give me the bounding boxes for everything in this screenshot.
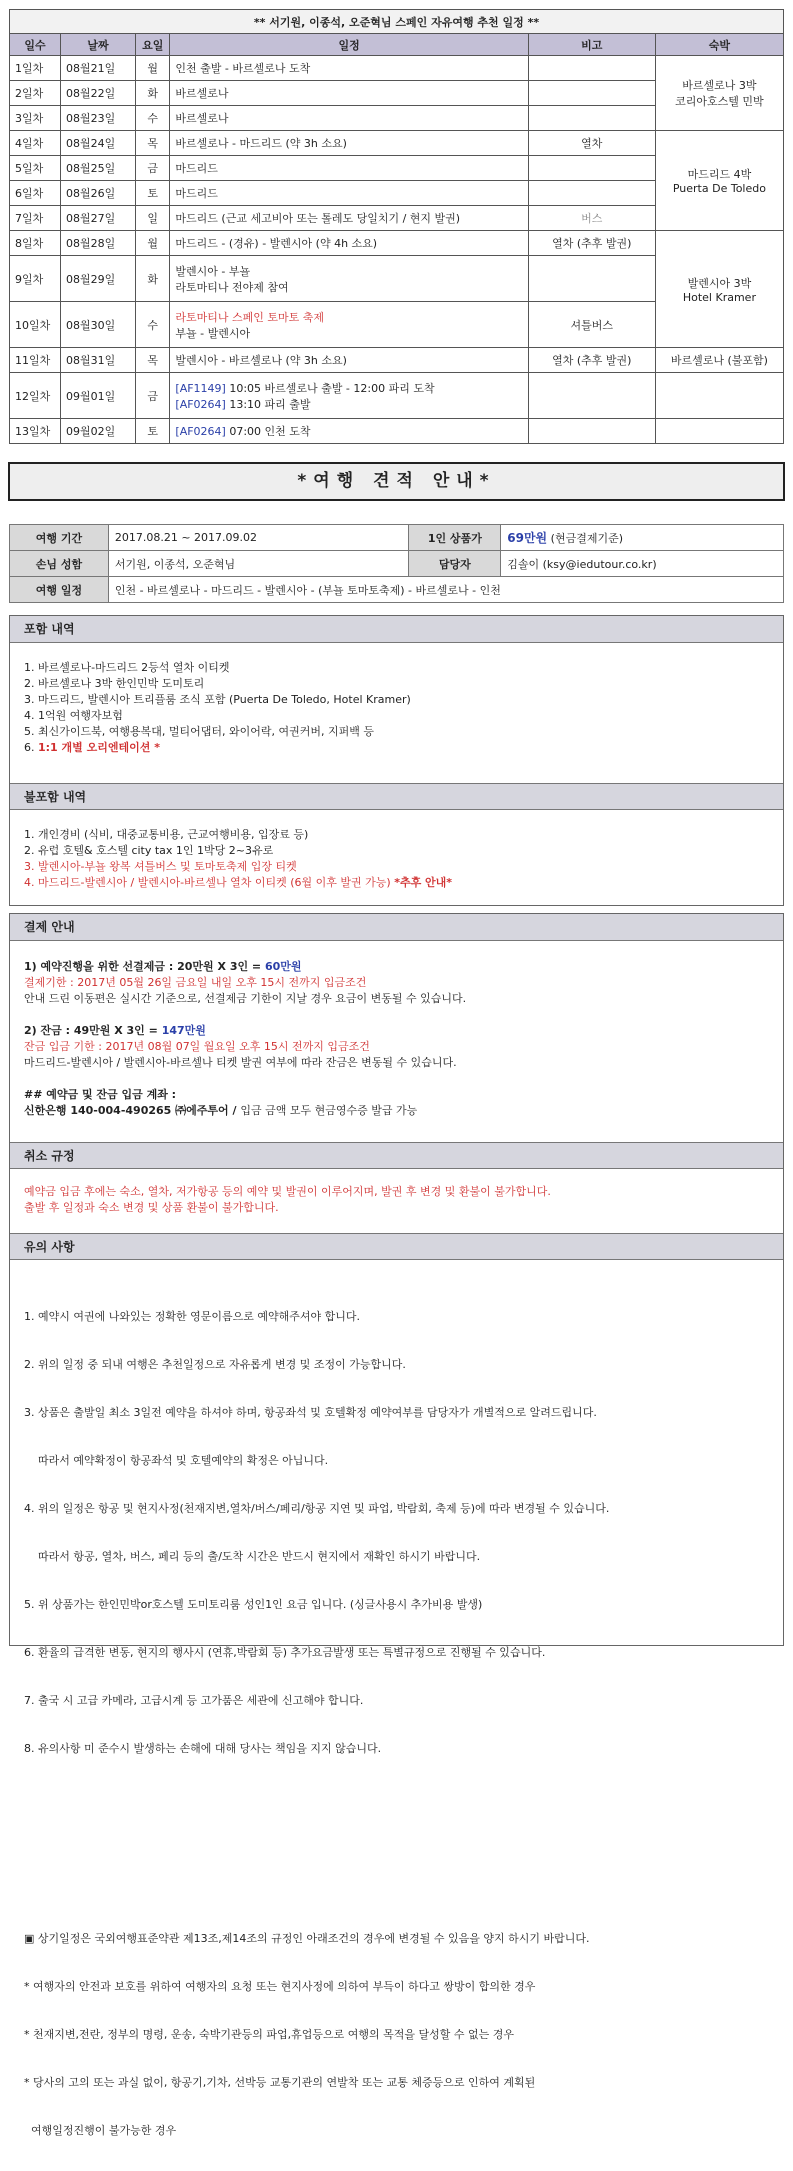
cancel-heading: 취소 규정 <box>10 1142 783 1169</box>
list-item: 3. 발렌시아-부뇰 왕복 셔틀버스 및 토마토축제 입장 티켓 <box>24 860 297 873</box>
list-item: 2. 유럽 호텔& 호스텔 city tax 1인 1박당 2~3유로 <box>24 844 274 857</box>
weekday-cell: 월 <box>136 231 170 256</box>
plan-cell <box>170 419 528 444</box>
payment-heading: 결제 안내 <box>10 914 783 941</box>
list-item <box>24 875 783 891</box>
weekday-cell: 일 <box>136 206 170 231</box>
payment-section <box>9 913 784 2137</box>
date-cell: 08월29일 <box>61 256 136 302</box>
price-amount: 69만원 <box>507 531 548 545</box>
note-cell <box>528 419 655 444</box>
weekday-cell: 금 <box>136 373 170 419</box>
note-cell: 셔틀버스 <box>528 302 655 348</box>
day-cell: 7일차 <box>10 206 61 231</box>
notice-item: 3. 상품은 출발일 최소 3일전 예약을 하셔야 하며, 항공좌석 및 호텔확정 예약여부를 담당자가 개별적으로 알려드립니다. <box>24 1406 597 1419</box>
stay-line: 마드리드 4박 <box>687 168 752 181</box>
route-label: 여행 일정 <box>10 577 109 603</box>
stay-line: 발렌시아 3박 <box>687 276 752 290</box>
weekday-cell: 월 <box>136 56 170 81</box>
deposit-amount: 60만원 <box>264 960 302 973</box>
weekday-cell: 금 <box>136 156 170 181</box>
note-cell <box>528 106 655 131</box>
deadline-label: 결제기한 : <box>24 976 78 989</box>
day-cell: 2일차 <box>10 81 61 106</box>
quote-banner: *여행 견적 안내* <box>8 462 785 501</box>
account-note: 입금 금액 모두 현금영수증 발급 가능 <box>240 1104 418 1117</box>
note-cell <box>528 56 655 81</box>
schedule-table <box>9 9 784 444</box>
list-item-followup: *추후 안내* <box>394 876 453 889</box>
period-value: 2017.08.21 ~ 2017.09.02 <box>108 525 409 551</box>
header-stay: 숙박 <box>655 34 783 56</box>
notice-footer-line: * 당사의 고의 또는 과실 없이, 항공기,기차, 선박등 교통기관의 연발착 또는 교통 체증등으로 인하여 계획된 <box>24 2076 536 2089</box>
note-cell: 열차 <box>528 131 655 156</box>
guests-label: 손님 성함 <box>10 551 109 577</box>
note-cell <box>528 181 655 206</box>
manager-label: 담당자 <box>409 551 501 577</box>
deposit-deadline <box>24 975 783 991</box>
plan-cell: 인천 출발 - 바르셀로나 도착 <box>170 56 528 81</box>
date-cell: 08월31일 <box>61 348 136 373</box>
day-cell: 13일차 <box>10 419 61 444</box>
table-row <box>10 56 784 81</box>
date-cell: 08월22일 <box>61 81 136 106</box>
note-cell <box>528 373 655 419</box>
balance-amount: 147만원 <box>161 1024 206 1037</box>
stay-cell-barcelona-excluded: 바르셀로나 (불포함) <box>655 348 783 373</box>
deadline-value: 2017년 08월 07일 월요일 오후 15시 전까지 입금조건 <box>105 1040 370 1053</box>
notice-item: 8. 유의사항 미 준수시 발생하는 손해에 대해 당사는 책임을 지지 않습니다. <box>24 1742 382 1755</box>
flight-code: [AF0264] <box>175 397 226 411</box>
plan-cell: 바르셀로나 <box>170 81 528 106</box>
stay-line: Hotel Kramer <box>682 290 756 304</box>
stay-cell-valencia <box>655 231 783 348</box>
list-item: 3. 마드리드, 발렌시아 트리플룸 조식 포함 (Puerta De Toledo, Hotel Kramer) <box>24 693 411 706</box>
flight-code: [AF1149] <box>175 381 226 395</box>
plan-cell: 마드리드 <box>170 181 528 206</box>
plan-cell: 마드리드 <box>170 156 528 181</box>
date-cell: 08월26일 <box>61 181 136 206</box>
plan-cell: 바르셀로나 - 마드리드 (약 3h 소요) <box>170 131 528 156</box>
header-date: 날짜 <box>61 34 136 56</box>
plan-cell: 마드리드 - (경유) - 발렌시아 (약 4h 소요) <box>170 231 528 256</box>
notice-item: 따라서 예약확정이 항공좌석 및 호텔예약의 확정은 아닙니다. <box>24 1454 329 1467</box>
weekday-cell: 토 <box>136 419 170 444</box>
deadline-value: 2017년 05월 26일 금요일 내일 오후 15시 전까지 입금조건 <box>77 976 367 989</box>
date-cell: 09월01일 <box>61 373 136 419</box>
stay-line: 바르셀로나 3박 <box>682 79 757 92</box>
flight-text: 10:05 바르셀로나 출발 - 12:00 파리 도착 <box>225 381 435 395</box>
deadline-label: 잔금 입금 기한 : <box>24 1040 106 1053</box>
plan-cell <box>170 373 528 419</box>
table-row <box>10 131 784 156</box>
table-row <box>10 419 784 444</box>
date-cell: 08월23일 <box>61 106 136 131</box>
price-cell <box>501 525 784 551</box>
note-cell <box>528 156 655 181</box>
day-cell: 3일차 <box>10 106 61 131</box>
weekday-cell: 수 <box>136 106 170 131</box>
balance-deadline <box>24 1039 783 1055</box>
manager-value: 김솔이 (ksy@iedutour.co.kr) <box>501 551 784 577</box>
weekday-cell: 수 <box>136 302 170 348</box>
plan-cell: 발렌시아 - 바르셀로나 (약 3h 소요) <box>170 348 528 373</box>
notice-item: 7. 출국 시 고급 카메라, 고급시계 등 고가품은 세관에 신고해야 합니다. <box>24 1694 364 1707</box>
stay-cell-empty <box>655 373 783 419</box>
weekday-cell: 화 <box>136 81 170 106</box>
notice-item: 5. 위 상품가는 한인민박or호스텔 도미토리룸 성인1인 요금 입니다. (싱글사용시 추가비용 발생) <box>24 1598 483 1611</box>
stay-line: 코리아호스텔 민박 <box>675 95 764 108</box>
table-row <box>10 231 784 256</box>
price-label: 1인 상품가 <box>409 525 501 551</box>
notice-item: 1. 예약시 여권에 나와있는 정확한 영문이름으로 예약해주셔야 합니다. <box>24 1310 360 1323</box>
note-cell <box>528 81 655 106</box>
list-item-number: 6. <box>24 741 38 754</box>
deposit-text: 1) 예약진행을 위한 선결제금 : 20만원 X 3인 = <box>24 960 265 973</box>
day-cell: 4일차 <box>10 131 61 156</box>
plan-line-festival: 라토마티나 스페인 토마토 축제 <box>175 310 325 324</box>
day-cell: 1일차 <box>10 56 61 81</box>
header-weekday: 요일 <box>136 34 170 56</box>
included-excluded-section <box>9 615 784 906</box>
day-cell: 6일차 <box>10 181 61 206</box>
header-plan: 일정 <box>170 34 528 56</box>
weekday-cell: 토 <box>136 181 170 206</box>
note-cell <box>528 256 655 302</box>
day-cell: 5일차 <box>10 156 61 181</box>
account-line <box>24 1103 783 1119</box>
stay-line: Puerta De Toledo <box>672 182 766 195</box>
weekday-cell: 목 <box>136 348 170 373</box>
notice-item: 따라서 항공, 열차, 버스, 페리 등의 출/도착 시간은 반드시 현지에서 재확인 하시기 바랍니다. <box>24 1550 481 1563</box>
plan-line: 부뇰 - 발렌시아 <box>175 326 251 340</box>
plan-line: 발렌시아 - 부뇰 <box>175 264 251 278</box>
table-row <box>10 373 784 419</box>
notice-footer-line: * 천재지변,전란, 정부의 명령, 운송, 숙박기관등의 파업,휴업등으로 여행의 목적을 달성할 수 없는 경우 <box>24 2028 514 2041</box>
stay-cell-barcelona <box>655 56 783 131</box>
plan-cell <box>170 302 528 348</box>
plan-cell: 마드리드 (근교 세고비아 또는 톨레도 당일치기 / 현지 발권) <box>170 206 528 231</box>
day-cell: 8일차 <box>10 231 61 256</box>
note-cell: 버스 <box>528 206 655 231</box>
notice-footer-line: 여행일정진행이 불가능한 경우 <box>24 2124 177 2137</box>
quote-info-table <box>9 524 784 603</box>
deposit-note: 안내 드린 이동편은 실시간 기준으로, 선결제금 기한이 지날 경우 요금이 변동될 수 있습니다. <box>24 992 467 1005</box>
excluded-list <box>10 810 783 891</box>
schedule-title: ** 서기원, 이종석, 오준혁님 스페인 자유여행 추천 일정 ** <box>10 10 784 34</box>
date-cell: 09월02일 <box>61 419 136 444</box>
notice-item: 4. 위의 일정은 항공 및 현지사정(천재지변,열차/버스/페리/항공 지연 및 파업, 박람회, 축제 등)에 따라 변경될 수 있습니다. <box>24 1502 610 1515</box>
list-item <box>24 740 783 756</box>
stay-cell-madrid <box>655 131 783 231</box>
notice-footer-line: ▣ 상기일정은 국외여행표준약관 제13조,제14조의 규정인 아래조건의 경우에 변경될 수 있음을 양지 하시기 바랍니다. <box>24 1932 590 1945</box>
day-cell: 10일차 <box>10 302 61 348</box>
account-heading: ## 예약금 및 잔금 입금 계좌 : <box>24 1088 177 1101</box>
flight-code: [AF0264] <box>175 425 226 438</box>
date-cell: 08월25일 <box>61 156 136 181</box>
period-label: 여행 기간 <box>10 525 109 551</box>
plan-line: 라토마티나 전야제 참여 <box>175 280 289 294</box>
account-number: 신한은행 140-004-490265 ㈜에주투어 / <box>24 1104 241 1117</box>
flight-text: 07:00 인천 도착 <box>225 425 311 438</box>
note-cell: 열차 (추후 발권) <box>528 348 655 373</box>
list-item: 1. 개인경비 (식비, 대중교통비용, 근교여행비용, 입장료 등) <box>24 828 309 841</box>
date-cell: 08월30일 <box>61 302 136 348</box>
guests-value: 서기원, 이종석, 오준혁님 <box>108 551 409 577</box>
weekday-cell: 화 <box>136 256 170 302</box>
route-value: 인천 - 바르셀로나 - 마드리드 - 발렌시아 - (부뇰 토마토축제) - 바르셀로나 - 인천 <box>108 577 783 603</box>
list-item: 4. 1억원 여행자보험 <box>24 709 123 722</box>
header-note: 비고 <box>528 34 655 56</box>
balance-line <box>24 1023 783 1039</box>
list-item: 2. 바르셀로나 3박 한인민박 도미토리 <box>24 677 205 690</box>
notice-heading: 유의 사항 <box>10 1233 783 1260</box>
deposit-line <box>24 959 783 975</box>
balance-text: 2) 잔금 : 49만원 X 3인 = <box>24 1024 162 1037</box>
plan-cell: 바르셀로나 <box>170 106 528 131</box>
list-item: 5. 최신가이드북, 여행용복대, 멀티어댑터, 와이어락, 여권커버, 지퍼백 등 <box>24 725 374 738</box>
excluded-heading: 불포함 내역 <box>10 783 783 810</box>
date-cell: 08월27일 <box>61 206 136 231</box>
table-row <box>10 348 784 373</box>
day-cell: 9일차 <box>10 256 61 302</box>
list-item-highlight: 1:1 개별 오리엔테이션 * <box>38 741 160 754</box>
plan-cell <box>170 256 528 302</box>
price-note: (현금결제기준) <box>547 532 623 545</box>
notice-footer-line: * 여행자의 안전과 보호를 위하여 여행자의 요청 또는 현지사정에 의하여 부득이 하다고 쌍방이 합의한 경우 <box>24 1980 536 1993</box>
list-item: 1. 바르셀로나-마드리드 2등석 열차 이티켓 <box>24 661 230 674</box>
weekday-cell: 목 <box>136 131 170 156</box>
header-day: 일수 <box>10 34 61 56</box>
day-cell: 12일차 <box>10 373 61 419</box>
date-cell: 08월28일 <box>61 231 136 256</box>
payment-body <box>10 941 783 1142</box>
flight-text: 13:10 파리 출발 <box>225 397 311 411</box>
notice-item: 2. 위의 일정 중 되내 여행은 추천일정으로 자유롭게 변경 및 조정이 가능합니다. <box>24 1358 406 1371</box>
cancel-line: 출발 후 일정과 숙소 변경 및 상품 환불이 불가합니다. <box>24 1201 279 1214</box>
included-list <box>10 643 783 783</box>
list-item-text: 4. 마드리드-발렌시아 / 발렌시아-바르셀나 열차 이티켓 (6월 이후 발권 가능) <box>24 876 395 889</box>
cancel-line: 예약금 입금 후에는 숙소, 열차, 저가항공 등의 예약 및 발권이 이루어지며, 발권 후 변경 및 환불이 불가합니다. <box>24 1185 551 1198</box>
stay-cell-empty <box>655 419 783 444</box>
balance-note: 마드리드-발렌시아 / 발렌시아-바르셀나 티켓 발권 여부에 따라 잔금은 변동될 수 있습니다. <box>24 1056 457 1069</box>
notice-item: 6. 환율의 급격한 변동, 현지의 행사시 (연휴,박람회 등) 추가요금발생 또는 특별규정으로 진행될 수 있습니다. <box>24 1646 546 1659</box>
date-cell: 08월24일 <box>61 131 136 156</box>
cancel-body <box>10 1169 783 1233</box>
note-cell: 열차 (추후 발권) <box>528 231 655 256</box>
included-heading: 포함 내역 <box>10 616 783 643</box>
notice-body <box>10 1260 783 2171</box>
day-cell: 11일차 <box>10 348 61 373</box>
date-cell: 08월21일 <box>61 56 136 81</box>
